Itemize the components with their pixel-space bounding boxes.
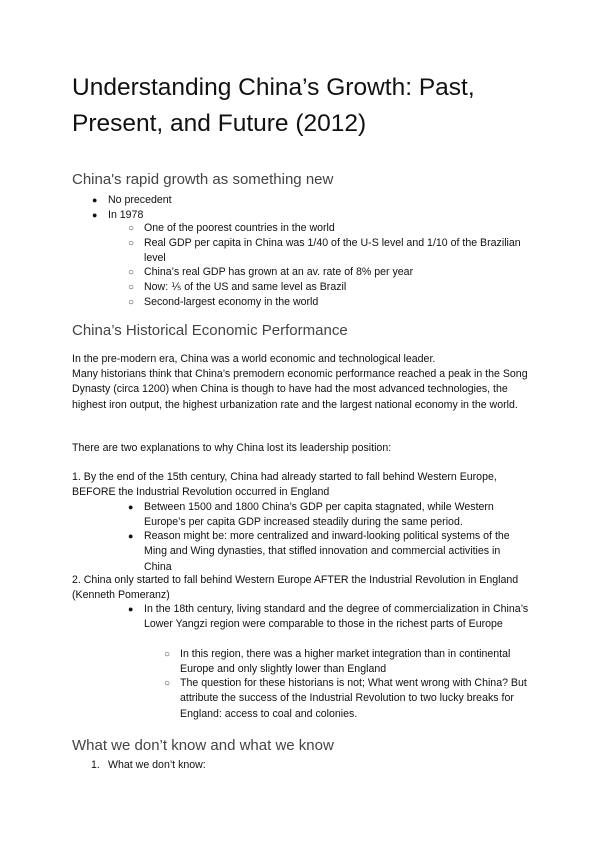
- circle-bullet-icon: ○: [164, 678, 171, 689]
- list-subitem: In this region, there was a higher market integration than in continental Europe and only slightly lower than England: [180, 648, 511, 676]
- list-item: In 1978: [108, 209, 144, 221]
- bullet-icon: ●: [92, 210, 98, 220]
- bullet-icon: ●: [128, 502, 134, 512]
- list-item: In the 18th century, living standard and the degree of commercialization in China’s Lower Yangzi region were comparable to those in the richest parts of Europe: [144, 603, 529, 631]
- circle-bullet-icon: ○: [128, 267, 135, 278]
- numbered-point: 1. By the end of the 15th century, China had already started to fall behind Western Europe, BEFORE the Industrial Revolution occurred in England: [72, 471, 497, 499]
- circle-bullet-icon: ○: [128, 238, 135, 249]
- list-number: 1.: [91, 759, 100, 771]
- circle-bullet-icon: ○: [128, 297, 135, 308]
- circle-bullet-icon: ○: [128, 223, 135, 234]
- paragraph: There are two explanations to why China lost its leadership position:: [72, 442, 392, 454]
- circle-bullet-icon: ○: [128, 282, 135, 293]
- numbered-point: 2. China only started to fall behind Western Europe AFTER the Industrial Revolution in England (Kenneth Pomeranz): [72, 574, 519, 602]
- list-item: Between 1500 and 1800 China’s GDP per capita stagnated, while Western Europe’s per capita GDP increased steadily during the same period.: [144, 501, 494, 529]
- paragraph: Many historians think that China’s premodern economic performance reached a peak in the Song Dynasty (circa 1200) when China is though to have had the most advanced technologies, the highest iron output, the highest urbanization rate and the largest national economy in the world.: [72, 368, 528, 411]
- circle-bullet-icon: ○: [164, 649, 171, 660]
- bullet-icon: ●: [128, 604, 134, 614]
- list-subitem: The question for these historians is not; What went wrong with China? But attribute the success of the Industrial Revolution to two lucky breaks for England: access to coal and colonies.: [180, 677, 527, 720]
- section-heading-rapid-growth: China's rapid growth as something new: [72, 171, 334, 188]
- document-title: Understanding China’s Growth: Past, Present, and Future (2012): [72, 74, 475, 137]
- bullet-icon: ●: [92, 195, 98, 205]
- list-subitem: Now: ⅕ of the US and same level as Brazil: [144, 281, 347, 293]
- list-item: No precedent: [108, 194, 172, 206]
- list-subitem: Second-largest economy in the world: [144, 296, 319, 308]
- list-item: Reason might be: more centralized and inward-looking political systems of the Ming and Wing dynasties, that stifled innovation and commercial activities in China: [144, 530, 510, 573]
- paragraph-line: In the pre-modern era, China was a world economic and technological leader.: [72, 353, 436, 365]
- section-heading-what-we-know: What we don’t know and what we know: [72, 737, 334, 754]
- list-subitem: Real GDP per capita in China was 1/40 of the U-S level and 1/10 of the Brazilian level: [144, 237, 521, 265]
- bullet-icon: ●: [128, 531, 134, 541]
- list-subitem: China’s real GDP has grown at an av. rate of 8% per year: [144, 266, 414, 278]
- section-heading-historical-performance: China’s Historical Economic Performance: [72, 322, 348, 339]
- list-subitem: One of the poorest countries in the world: [144, 222, 335, 234]
- list-item: What we don’t know:: [108, 759, 206, 771]
